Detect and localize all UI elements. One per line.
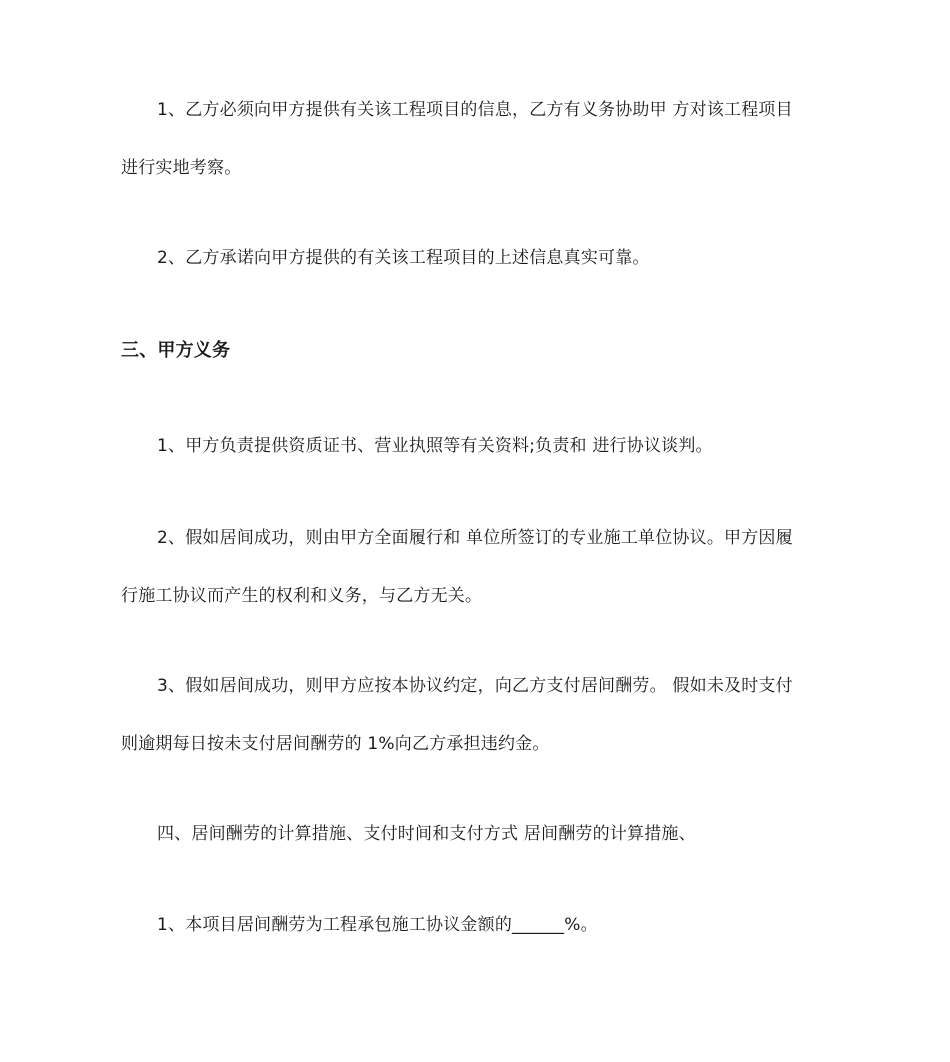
paragraph-line: 1、本项目居间酬劳为工程承包施工协议金额的______%。 <box>157 915 598 935</box>
paragraph-line: 则逾期每日按未支付居间酬劳的 1%向乙方承担违约金。 <box>121 734 550 754</box>
paragraph-line: 行施工协议而产生的权利和义务，与乙方无关。 <box>121 586 483 606</box>
paragraph-line: 2、假如居间成功，则由甲方全面履行和 单位所签订的专业施工单位协议。甲方因履 <box>157 528 793 548</box>
paragraph-line: 1、乙方必须向甲方提供有关该工程项目的信息，乙方有义务协助甲 方对该工程项目 <box>157 100 793 120</box>
paragraph-line: 2、乙方承诺向甲方提供的有关该工程项目的上述信息真实可靠。 <box>157 248 650 268</box>
section-heading: 四、居间酬劳的计算措施、支付时间和支付方式 居间酬劳的计算措施、 <box>157 824 696 844</box>
paragraph-line: 进行实地考察。 <box>121 158 242 178</box>
paragraph-line: 1、甲方负责提供资质证书、营业执照等有关资料;负责和 进行协议谈判。 <box>157 436 713 456</box>
paragraph-line: 3、假如居间成功，则甲方应按本协议约定，向乙方支付居间酬劳。 假如未及时支付 <box>157 676 793 696</box>
section-heading: 三、甲方义务 <box>121 340 231 361</box>
